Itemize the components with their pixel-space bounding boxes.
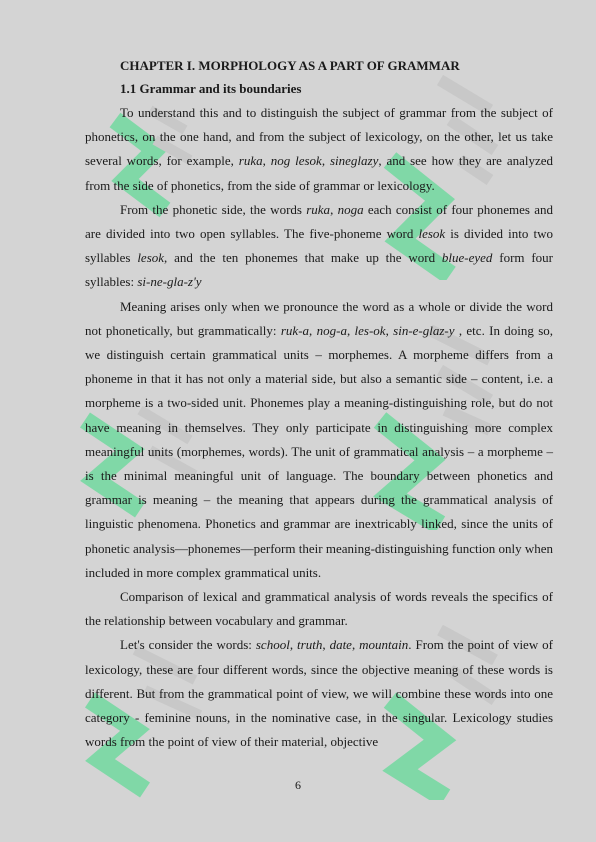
paragraph: Comparison of lexical and grammatical analysis of words reveals the specifics of the relationship between vocabulary and grammar. xyxy=(85,589,553,629)
page-number: 6 xyxy=(295,778,301,792)
document-body xyxy=(85,55,553,754)
paragraph: Meaning arises only when we pronounce the word as a whole or divide the word not phonetically, but grammatically: ruk-a, nog-a, les-ok, sin-e-glaz-y , etc. In doing so, we distinguish certain grammatical units – morphemes. A morpheme differs from a phoneme in that it has not only a material side, but also a semantic side – content, i.e. a morpheme is a two-sided unit. Phonemes play a meaning-distinguishing role, but do not have meaning in themselves. They only participate in distinguishing more complex meaningful units (morphemes, words). The unit of grammatical analysis – a morpheme – is the minimal meaningful unit of language. The boundary between phonetics and grammar is meaning – the meaning that appears during the grammatical analysis of linguistic phenomena. Phonetics and grammar are inextricably linked, since the units of phonetic analysis—phonemes—perform their meaning-distinguishing function only when included in more complex grammatical units. xyxy=(85,298,554,580)
paragraph: To understand this and to distinguish the subject of grammar from the subject of phonetics, on the one hand, and from the subject of lexicology, on the other, let us take several words, for example, ruka, nog lesok, sineglazy, and see how they are analyzed from the side of phonetics, from the side of grammar or lexicology. xyxy=(85,105,554,193)
chapter-title: CHAPTER I. MORPHOLOGY AS A PART OF GRAMMAR xyxy=(120,58,460,73)
paragraph: From the phonetic side, the words ruka, noga each consist of four phonemes and are divided into two open syllables. The five-phoneme word lesok is divided into two syllables lesok, and the ten phonemes that make up the word blue-eyed form four syllables: si-ne-gla-z'y xyxy=(85,201,554,290)
section-title: 1.1 Grammar and its boundaries xyxy=(120,81,302,96)
paragraph: Let's consider the words: school, truth, date, mountain. From the point of view of lexicology, these are four different words, since the objective meaning of these words is different. But from the grammatical point of view, we will combine these words into one category - feminine nouns, in the nominative case, in the singular. Lexicology studies words from the point of view of their material, objective xyxy=(85,637,554,750)
